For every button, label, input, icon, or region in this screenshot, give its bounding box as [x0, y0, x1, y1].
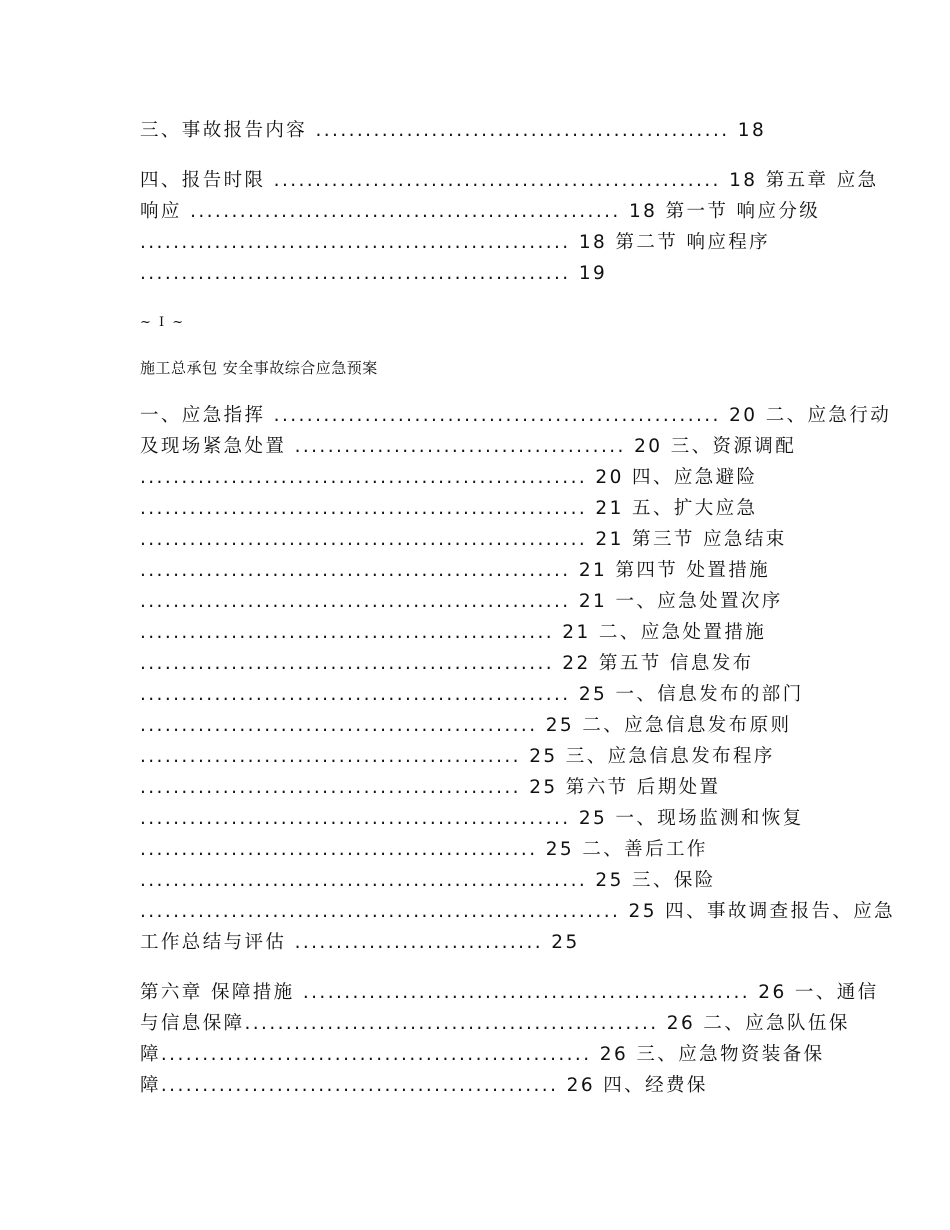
toc-line: .................................................... 21 一、应急处置次序	[140, 591, 783, 612]
toc-line: .................................................... 25 一、现场监测和恢复	[140, 808, 804, 829]
toc-line: ................................................ 25 二、应急信息发布原则	[140, 715, 792, 736]
toc-line: 响应 .................................................... 18 第一节 响应分级	[140, 201, 821, 222]
toc-line: .................................................... 21 第四节 处置措施	[140, 560, 771, 581]
toc-line: ...................................................... 21 第三节 应急结束	[140, 529, 787, 550]
toc-line: .............................................. 25 三、应急信息发布程序	[140, 746, 775, 767]
toc-line: 一、应急指挥 ...................................................... 20 二、应急行动	[140, 405, 892, 426]
toc-line: .................................................. 22 第五节 信息发布	[140, 653, 754, 674]
toc-line: .................................................... 25 一、信息发布的部门	[140, 684, 804, 705]
toc-line: 障.................................................... 26 三、应急物资装备保	[140, 1044, 825, 1065]
toc-line: ................................................ 25 二、善后工作	[140, 839, 708, 860]
page-number: ~ I ~	[140, 315, 186, 330]
toc-line: ...................................................... 21 五、扩大应急	[140, 498, 758, 519]
toc-line: .................................................... 18 第二节 响应程序	[140, 232, 771, 253]
toc-line: .................................................... 19	[140, 263, 608, 284]
toc-line: 第六章 保障措施 ...................................................... 26 一、通信	[140, 982, 879, 1003]
page-header: 施工总承包 安全事故综合应急预案	[140, 359, 378, 377]
toc-line: 四、报告时限 ...................................................... 18 第五章 应急	[140, 170, 879, 191]
toc-line: 与信息保障.................................................. 26 二、应急队伍保	[140, 1013, 850, 1034]
toc-line: 障................................................ 26 四、经费保	[140, 1075, 708, 1096]
toc-line: .............................................. 25 第六节 后期处置	[140, 777, 721, 798]
toc-line: 工作总结与评估 .............................. 25	[140, 932, 580, 953]
toc-line: ...................................................... 25 三、保险	[140, 870, 716, 891]
toc-line: .................................................. 21 二、应急处置措施	[140, 622, 767, 643]
toc-line: 及现场紧急处置 ........................................ 20 三、资源调配	[140, 436, 797, 457]
toc-line: .......................................................... 25 四、事故调查报告、应急	[140, 901, 896, 922]
toc-line: ...................................................... 20 四、应急避险	[140, 467, 758, 488]
toc-line: 三、事故报告内容 .................................................. 18	[140, 120, 767, 141]
